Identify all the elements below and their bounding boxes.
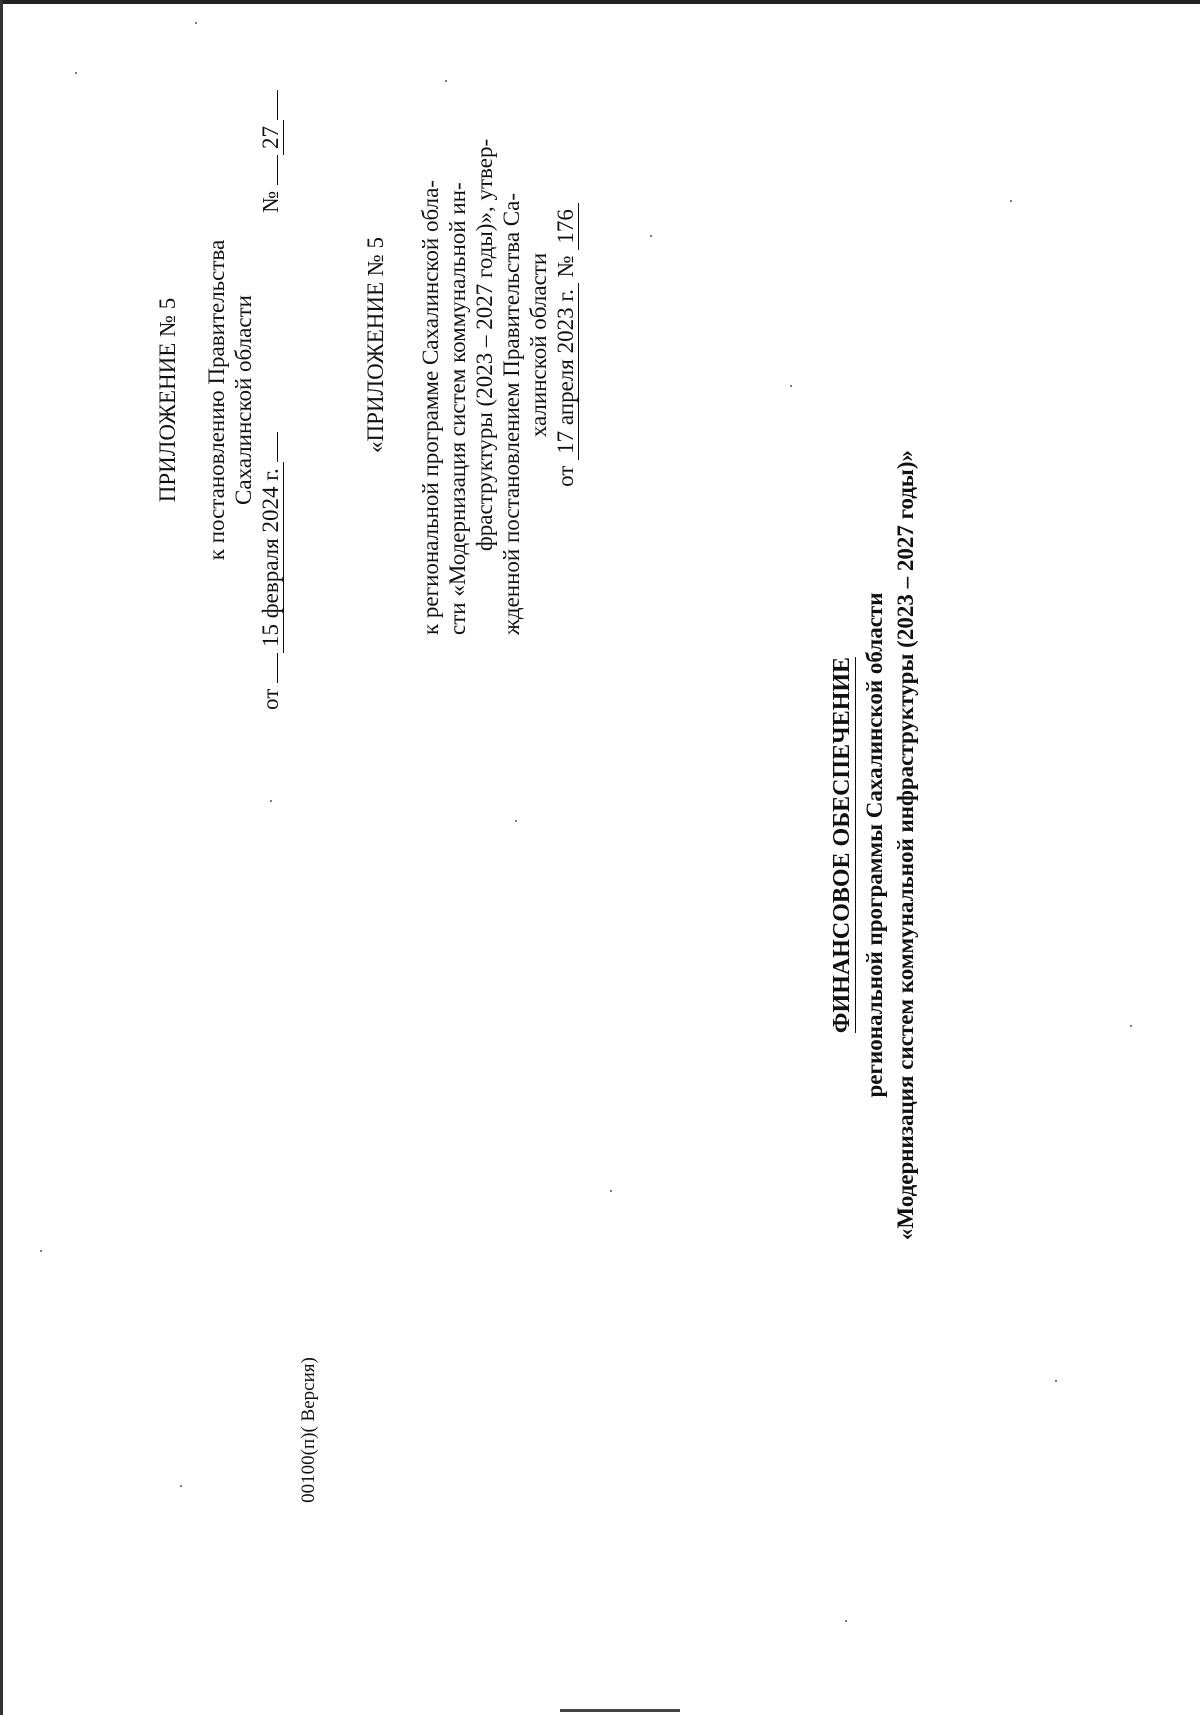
version-text: 00100(п)( Версия)	[298, 1357, 319, 1503]
program-appendix-number-sign: №	[553, 255, 578, 278]
appendix-date-prefix: от	[258, 688, 283, 710]
appendix-line-1: к постановлению Правительства	[204, 239, 229, 561]
appendix-title: ПРИЛОЖЕНИЕ № 5	[155, 297, 180, 503]
program-appendix-line-5: халинской области	[526, 252, 551, 438]
heading-line-2: «Модернизация систем коммунальной инфраструктуры (2023 – 2027 годы)»	[893, 449, 918, 1241]
scan-speck	[75, 72, 77, 74]
scan-speck	[1010, 200, 1012, 202]
appendix-line-2: Сахалинской области	[231, 295, 256, 505]
appendix-date-value: 15 февраля 2024 г.	[258, 462, 284, 653]
scan-speck	[650, 235, 652, 237]
appendix-number-value: 27	[258, 120, 284, 155]
program-appendix-title: «ПРИЛОЖЕНИЕ № 5	[363, 236, 388, 454]
scan-speck	[180, 1485, 182, 1487]
heading-title: ФИНАНСОВОЕ ОБЕСПЕЧЕНИЕ	[829, 656, 855, 1034]
version-footer	[298, 1330, 322, 1530]
scan-speck	[445, 80, 447, 82]
scan-speck	[40, 1250, 42, 1252]
scan-speck	[790, 385, 792, 387]
scan-speck	[515, 820, 517, 822]
program-appendix-line-4: жденной постановлением Правительства Са-	[499, 193, 524, 635]
scan-speck	[195, 22, 197, 24]
appendix-date-line	[257, 90, 284, 710]
program-appendix-block	[363, 55, 593, 635]
heading-line-1: региональной программы Сахалинской области	[862, 592, 887, 1098]
program-appendix-date-line	[552, 55, 579, 635]
program-appendix-line-2: сти «Модернизация систем коммунальной ин-	[445, 182, 470, 635]
scan-border-bottom	[560, 1709, 680, 1712]
program-appendix-line-1: к региональной программе Сахалинской обла-	[418, 180, 443, 635]
scan-border-left	[0, 0, 3, 1715]
heading-block	[825, 370, 925, 1320]
scan-speck	[610, 1190, 612, 1192]
program-appendix-date-prefix: от	[553, 465, 578, 487]
appendix-number-sign: №	[258, 190, 283, 213]
program-appendix-line-3: фраструктуры (2023 – 2027 годы)», утвер-	[472, 138, 497, 552]
program-appendix-date-value: 17 апреля 2023 г.	[553, 283, 579, 460]
appendix-block	[155, 90, 315, 710]
scan-speck	[845, 1620, 847, 1622]
scan-speck	[1130, 1025, 1132, 1027]
scan-speck	[1055, 1380, 1057, 1382]
program-appendix-number-value: 176	[553, 203, 579, 250]
scan-speck	[270, 800, 272, 802]
scan-border-top	[0, 0, 1200, 4]
